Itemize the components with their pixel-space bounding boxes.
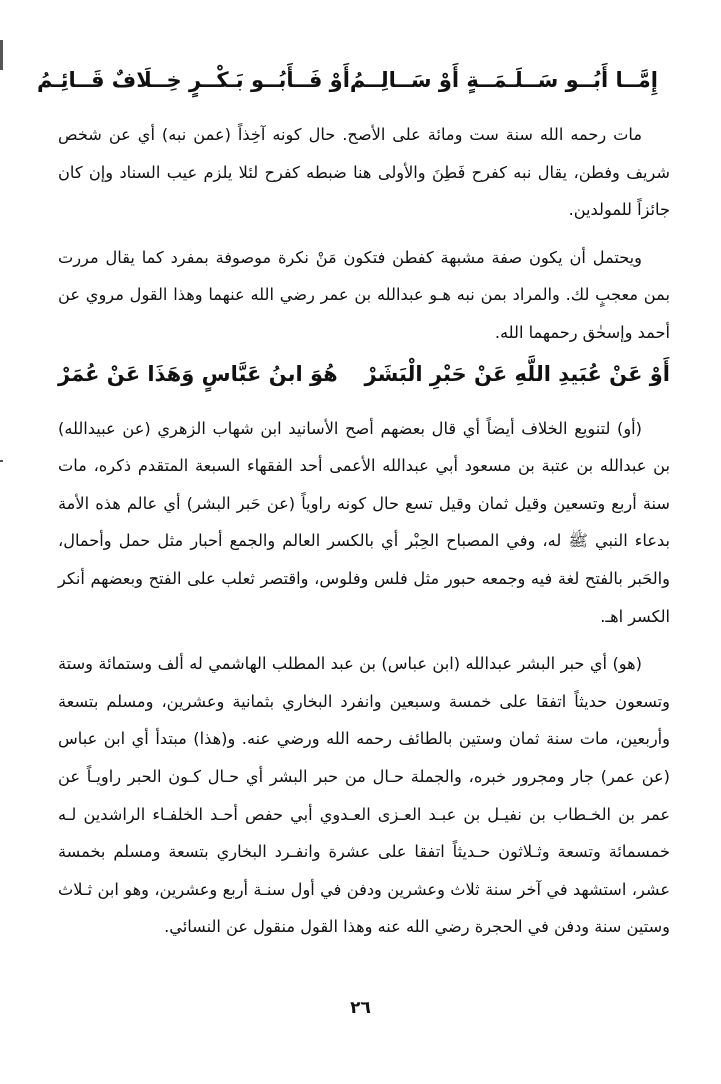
verse-2-second-hemistich: هُوَ ابنُ عَبَّاسٍ وَهَذَا عَنْ عُمَرْ <box>58 361 338 386</box>
verse-1-second-hemistich: أَوْ فَــأَبُــو بَـكْــرٍ خِــلَافٌ قَــائِـمُ <box>36 68 350 92</box>
commentary-paragraph-4: (هو) أي حبر البشر عبدالله (ابن عباس) بن عبد المطلب الهاشمي له ألف وستمائة وستة وتسعون حديثاً اتفقا على خمسة وسبعين وانفرد البخاري بثمانية وعشرين، ومسلم بتسعة وأربعين، مات سنة ثمان وستين بالطائف رحمه الله ورضي عنه. و(هذا) مبتدأ أي ابن عباس (عن عمر) جار ومجرور خبره، والجملة حـال من حبر البشر أي حـال كـون الحبر راويـاً عن عمر بن الخـطاب بن نفيـل بن عبـد العـزى العـدوي أبي حفص أحـد الخلفـاء الراشدين لـه خمسمائة وتسعة وثـلاثون حـديثاً اتفقا على عشرة وانفـرد البخاري بتسعة ومسلم بخمسة عشر، استشهد في آخر سنة ثلاث وعشرين ودفن في أول سنـة أربع وعشرين، وهو ابن ثـلاث وستين سنة ودفن في الحجرة رضي الله عنه وهذا القول منقول عن النسائي. <box>58 654 670 937</box>
verse-1-first-hemistich: إِمَّــا أَبُــو سَــلَـمَــةٍ أَوْ سَــالِــمُ <box>349 68 658 92</box>
verse-line-1 <box>36 58 670 102</box>
commentary-paragraph-3: (أو) لتنويع الخلاف أيضاً أي قال بعضهم أصح الأسانيد ابن شهاب الزهري (عن عبيدالله) بن عبدالله بن عتبة بن مسعود أبي عبدالله الأعمى أحد الفقهاء السبعة المتقدم ذكره، مات سنة أربع وتسعين وقيل ثمان وقيل تسع حال كونه راوياً (عن حَبر البشر) أي عالم هذه الأمة بدعاء النبي ﷺ له، وفي المصباح الحِبْر أي بالكسر العالم والجمع أحبار مثل حمل وأحمال، والحَبر بالفتح لغة فيه وجمعه حبور مثل فلس وفلوس، واقتصر ثعلب على الفتح وبعضهم أنكر الكسر اهـ. <box>58 418 670 626</box>
verse-line-2 <box>58 352 670 396</box>
page-edge-mark <box>0 40 3 70</box>
page-edge-mark <box>0 460 3 462</box>
commentary-paragraph-2: ويحتمل أن يكون صفة مشبهة كفطن فتكون مَنْ نكرة موصوفة بمفرد كما يقال مررت بمن معجبٍ لك. والمراد بمن نبه هـو عبدالله بن عمر رضي الله عنهما وهذا القول مروي عن أحمد وإسحٰق رحمهما الله. <box>58 247 670 342</box>
commentary-paragraph-1: مات رحمه الله سنة ست ومائة على الأصح. حال كونه آخِذاً (عمن نبه) أي عن شخص شريف وفطن، يقال نبه كفرح فَطِنَ والأولى هنا ضبطه كفرح لئلا يلزم عيب السناد وإن كان جائزاً للمولدين. <box>58 125 670 220</box>
verse-2-first-hemistich: أَوْ عَنْ عُبَيدِ اللَّهِ عَنْ حَبْرِ الْبَشَرْ <box>364 361 670 386</box>
page-number: ٢٦ <box>350 998 371 1018</box>
page-body <box>36 58 670 946</box>
